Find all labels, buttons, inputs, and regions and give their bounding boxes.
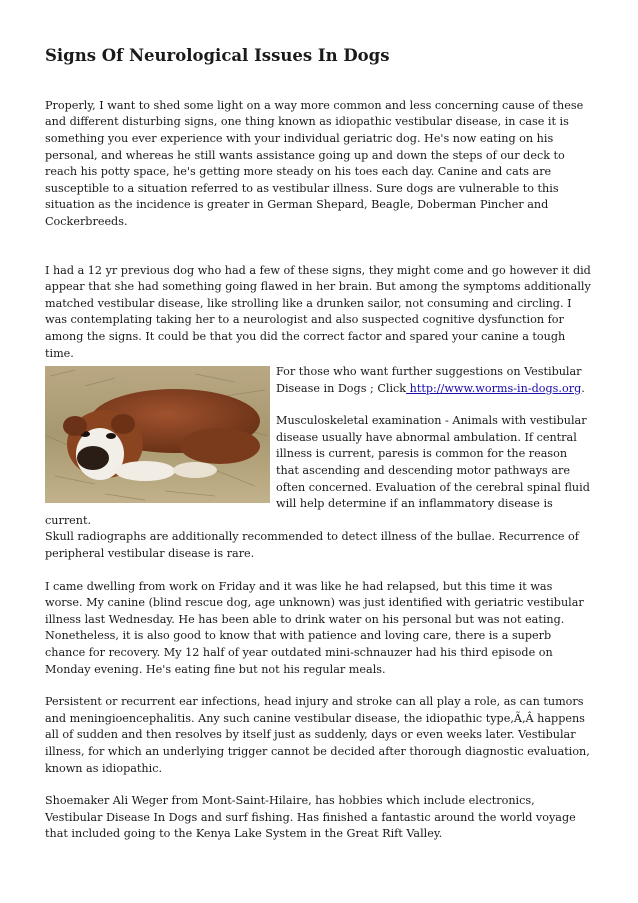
suggestions-text: For those who want further suggestions on Vestibular Disease in Dogs ; Click <box>276 365 582 395</box>
paragraph-ear-infections: Persistent or recurrent ear infections, head injury and stroke can all play a role, as can tumors and meningioencephalitis. Any such canine vestibular disease, the idiopathic type,Ã‚Â happens all of sudden and then resolves by itself just as suddenly, days or even weeks later. Vestibular illness, for which an underlying trigger cannot be decided after thorough diagnostic evaluation, known as idiopathic. <box>45 695 590 775</box>
dog-photo-icon <box>45 366 270 503</box>
paragraph-previous-dog: I had a 12 yr previous dog who had a few of these signs, they might come and go however it did appear that she had something going flawed in her brain. But among the symptoms additionally matched vestibular disease, like strolling like a drunken sailor, not consuming and circling. I was contemplating taking her to a neurologist and also suspected cognitive dysfunction for among the signs. It could be that you did the correct factor and spared your canine a tough time. <box>45 263 591 360</box>
document-page <box>45 46 593 843</box>
paragraph-came-home: I came dwelling from work on Friday and it was like he had relapsed, but this time it was worse. My canine (blind rescue dog, age unknown) was just identified with geriatric vestibular illness last Wednesday. He has been able to drink water on his personal but was not eating. Nonetheless, it is also good to know that with patience and loving care, there is a superb chance for recovery. My 12 half of year outdated mini-schnauzer had his third episode on Monday evening. He's eating fine but not his regular meals. <box>45 579 584 676</box>
page-title: Signs Of Neurological Issues In Dogs <box>45 46 390 65</box>
musculoskeletal-paragraph: Musculoskeletal examination - Animals with vestibular disease usually have abnormal ambulation. If central illness is current, paresis is common for the reason that ascending and descending motor pathways are often concerned. Evaluation of the cerebral spinal fluid will help determine if an inflammatory disease is current. <box>45 414 590 527</box>
image-text-block <box>45 364 593 563</box>
paragraph-radiographs: Skull radiographs are additionally recommended to detect illness of the bullae. Recurrence of peripheral vestibular disease is rare. <box>45 530 579 561</box>
suggestions-end: . <box>581 381 585 395</box>
worms-in-dogs-link[interactable]: http://www.worms-in-dogs.org <box>406 381 582 395</box>
paragraph-author: Shoemaker Ali Weger from Mont-Saint-Hilaire, has hobbies which include electronics, Vestibular Disease In Dogs and surf fishing. Has finished a fantastic around the world voyage that included going to the Kenya Lake System in the Great Rift Valley. <box>45 794 576 841</box>
dog-photo <box>45 366 270 503</box>
paragraph-intro: Properly, I want to shed some light on a way more common and less concerning cause of these and different disturbing signs, one thing known as idiopathic vestibular disease, in case it is something you ever experience with your individual geriatric dog. He's now eating on his personal, and whereas he still wants assistance going up and down the steps of our deck to reach his potty space, he's getting more steady on his toes each day. Canine and cats are susceptible to a situation referred to as vestibular illness. Sure dogs are vulnerable to this situation as the incidence is greater in German Shepard, Beagle, Doberman Pincher and Cockerbreeds. <box>45 98 584 228</box>
